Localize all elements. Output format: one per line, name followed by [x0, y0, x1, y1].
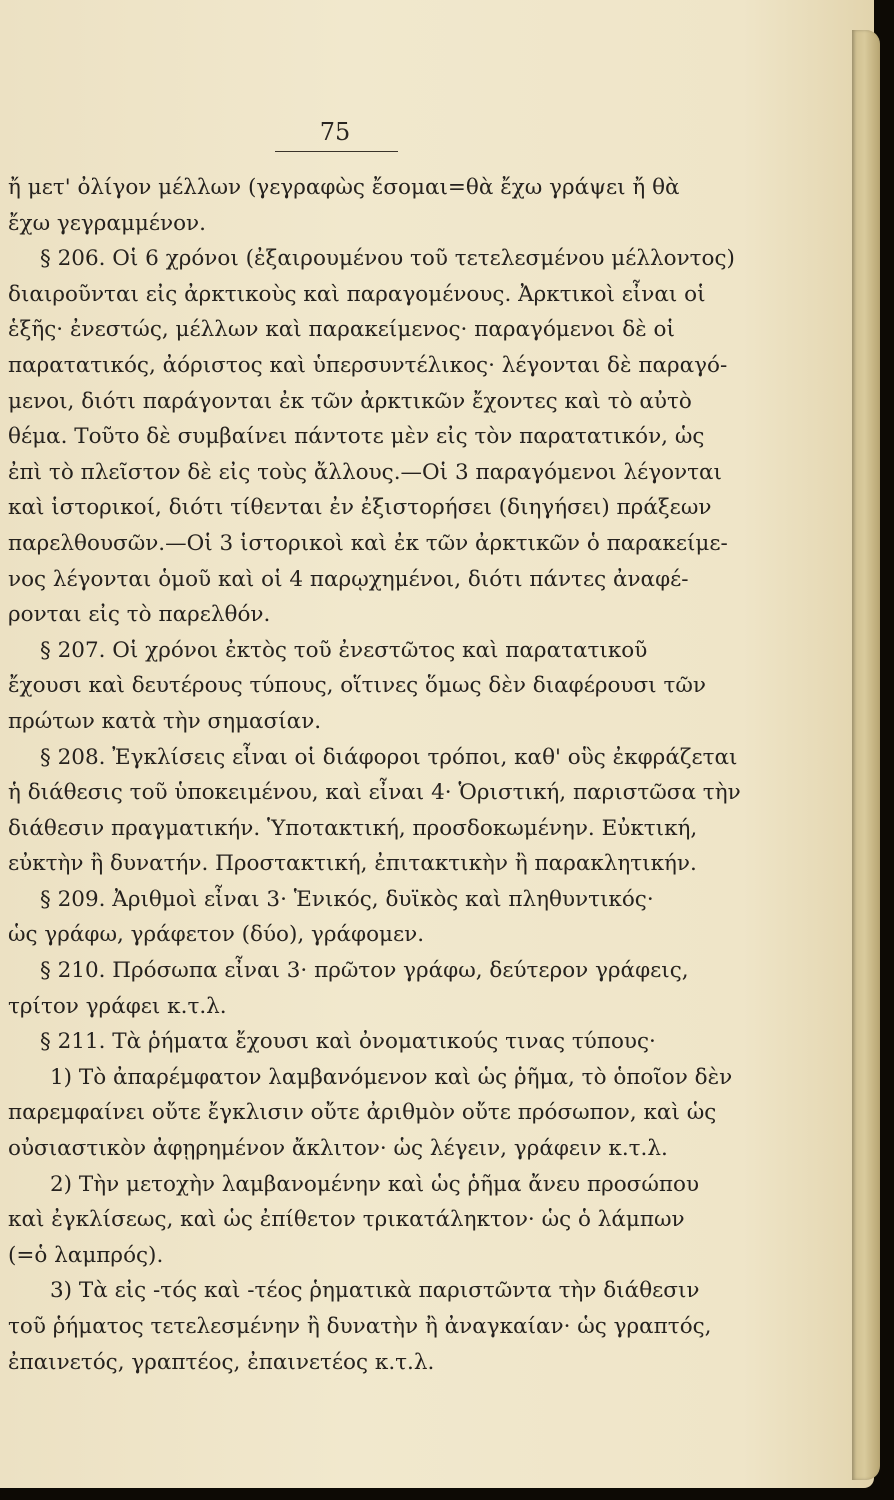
list-item-3: 3) Τὰ εἰς -τός καὶ -τέος ῥηματικὰ παριστῶντα τὴν διάθεσιν — [50, 1278, 700, 1304]
list-item-1: 1) Τὸ ἀπαρέμφατον λαμβανόμενον καὶ ὡς ῥῆμα, τὸ ὁποῖον δὲν — [50, 1064, 733, 1090]
paragraph-207: § 207. Οἱ χρόνοι ἐκτὸς τοῦ ἐνεστῶτος καὶ παρατατικοῦ — [40, 637, 648, 663]
text-line: ἔχουσι καὶ δευτέρους τύπους, οἵτινες ὅμως δὲν διαφέρουσι τῶν — [8, 673, 706, 699]
page-number: 75 — [319, 118, 351, 146]
text-line: εὐκτὴν ἢ δυνατήν. Προστακτική, ἐπιτακτικὴν ἢ παρακλητικήν. — [8, 851, 697, 877]
text-line: οὐσιαστικὸν ἀφῃρημένον ἄκλιτον· ὡς λέγειν, γράφειν κ.τ.λ. — [8, 1136, 668, 1162]
text-line: ἑξῆς· ἐνεστώς, μέλλων καὶ παρακείμενος· παραγόμενοι δὲ οἱ — [8, 317, 675, 343]
paragraph-209: § 209. Ἀριθμοὶ εἶναι 3· Ἑνικός, δυϊκὸς καὶ πληθυντικός· — [40, 886, 654, 912]
text-line: ρονται εἰς τὸ παρελθόν. — [8, 602, 271, 628]
text-line: ἐπαινετός, γραπτέος, ἐπαινετέος κ.τ.λ. — [8, 1349, 435, 1375]
text-line: ἤ μετ' ὀλίγον μέλλων (γεγραφὼς ἔσομαι=θὰ ἔχω γράψει ἤ θὰ — [8, 175, 680, 200]
text-line: παρατατικός, ἀόριστος καὶ ὑπερσυντέλικος· λέγονται δὲ παραγό- — [8, 352, 728, 378]
text-line: μενοι, διότι παράγονται ἐκ τῶν ἀρκτικῶν ἔχοντες καὶ τὸ αὐτὸ — [8, 388, 692, 414]
text-line: ὡς γράφω, γράφετον (δύο), γράφομεν. — [8, 922, 425, 948]
text-line: τρίτον γράφει κ.τ.λ. — [8, 993, 227, 1019]
text-line: ἡ διάθεσις τοῦ ὑποκειμένου, καὶ εἶναι 4· Ὁριστική, παριστῶσα τὴν — [8, 780, 741, 806]
page-edge — [852, 30, 880, 1480]
text-line: διαιροῦνται εἰς ἀρκτικοὺς καὶ παραγομένους. Ἀρκτικοὶ εἶναι οἱ — [8, 281, 706, 307]
text-line: καὶ ἱστορικοί, διότι τίθενται ἐν ἐξιστορήσει (διηγήσει) πράξεων — [8, 495, 712, 521]
text-line: πρώτων κατὰ τὴν σημασίαν. — [8, 708, 322, 734]
paragraph-208: § 208. Ἐγκλίσεις εἶναι οἱ διάφοροι τρόποι, καθ' οὓς ἐκφράζεται — [40, 744, 738, 770]
paragraph-206: § 206. Οἱ 6 χρόνοι (ἐξαιρουμένου τοῦ τετελεσμένου μέλλοντος) — [40, 246, 735, 272]
text-line: ἐπὶ τὸ πλεῖστον δὲ εἰς τοὺς ἄλλους.—Οἱ 3 παραγόμενοι λέγονται — [8, 459, 722, 485]
text-line: νος λέγονται ὁμοῦ καὶ οἱ 4 παρῳχημένοι, διότι πάντες ἀναφέ- — [8, 566, 689, 592]
text-line: καὶ ἐγκλίσεως, καὶ ὡς ἐπίθετον τρικατάληκτον· ὡς ὁ λάμπων — [8, 1207, 685, 1233]
paragraph-211: § 211. Τὰ ῥήματα ἔχουσι καὶ ὀνοματικούς τινας τύπους· — [40, 1029, 656, 1055]
paragraph-210: § 210. Πρόσωπα εἶναι 3· πρῶτον γράφω, δεύτερον γράφεις, — [40, 958, 689, 984]
text-line: παρελθουσῶν.—Οἱ 3 ἱστορικοὶ καὶ ἐκ τῶν ἀρκτικῶν ὁ παρακείμε- — [8, 530, 728, 556]
text-line: τοῦ ῥήματος τετελεσμένην ἢ δυνατὴν ἢ ἀναγκαίαν· ὡς γραπτός, — [8, 1314, 712, 1339]
page-number-rule — [275, 151, 398, 152]
text-line: ἔχω γεγραμμένον. — [8, 210, 206, 236]
list-item-2: 2) Τὴν μετοχὴν λαμβανομένην καὶ ὡς ῥῆμα ἄνευ προσώπου — [50, 1171, 700, 1197]
text-line: διάθεσιν πραγματικήν. Ὑποτακτική, προσδοκωμένην. Εὐκτική, — [8, 815, 698, 841]
text-line: θέμα. Τοῦτο δὲ συμβαίνει πάντοτε μὲν εἰς τὸν παρατατικόν, ὡς — [8, 424, 705, 450]
text-line: (=ὁ λαμπρός). — [8, 1242, 164, 1268]
body-text — [8, 170, 741, 1380]
text-line: παρεμφαίνει οὔτε ἔγκλισιν οὔτε ἀριθμὸν οὔτε πρόσωπον, καὶ ὡς — [8, 1100, 717, 1126]
